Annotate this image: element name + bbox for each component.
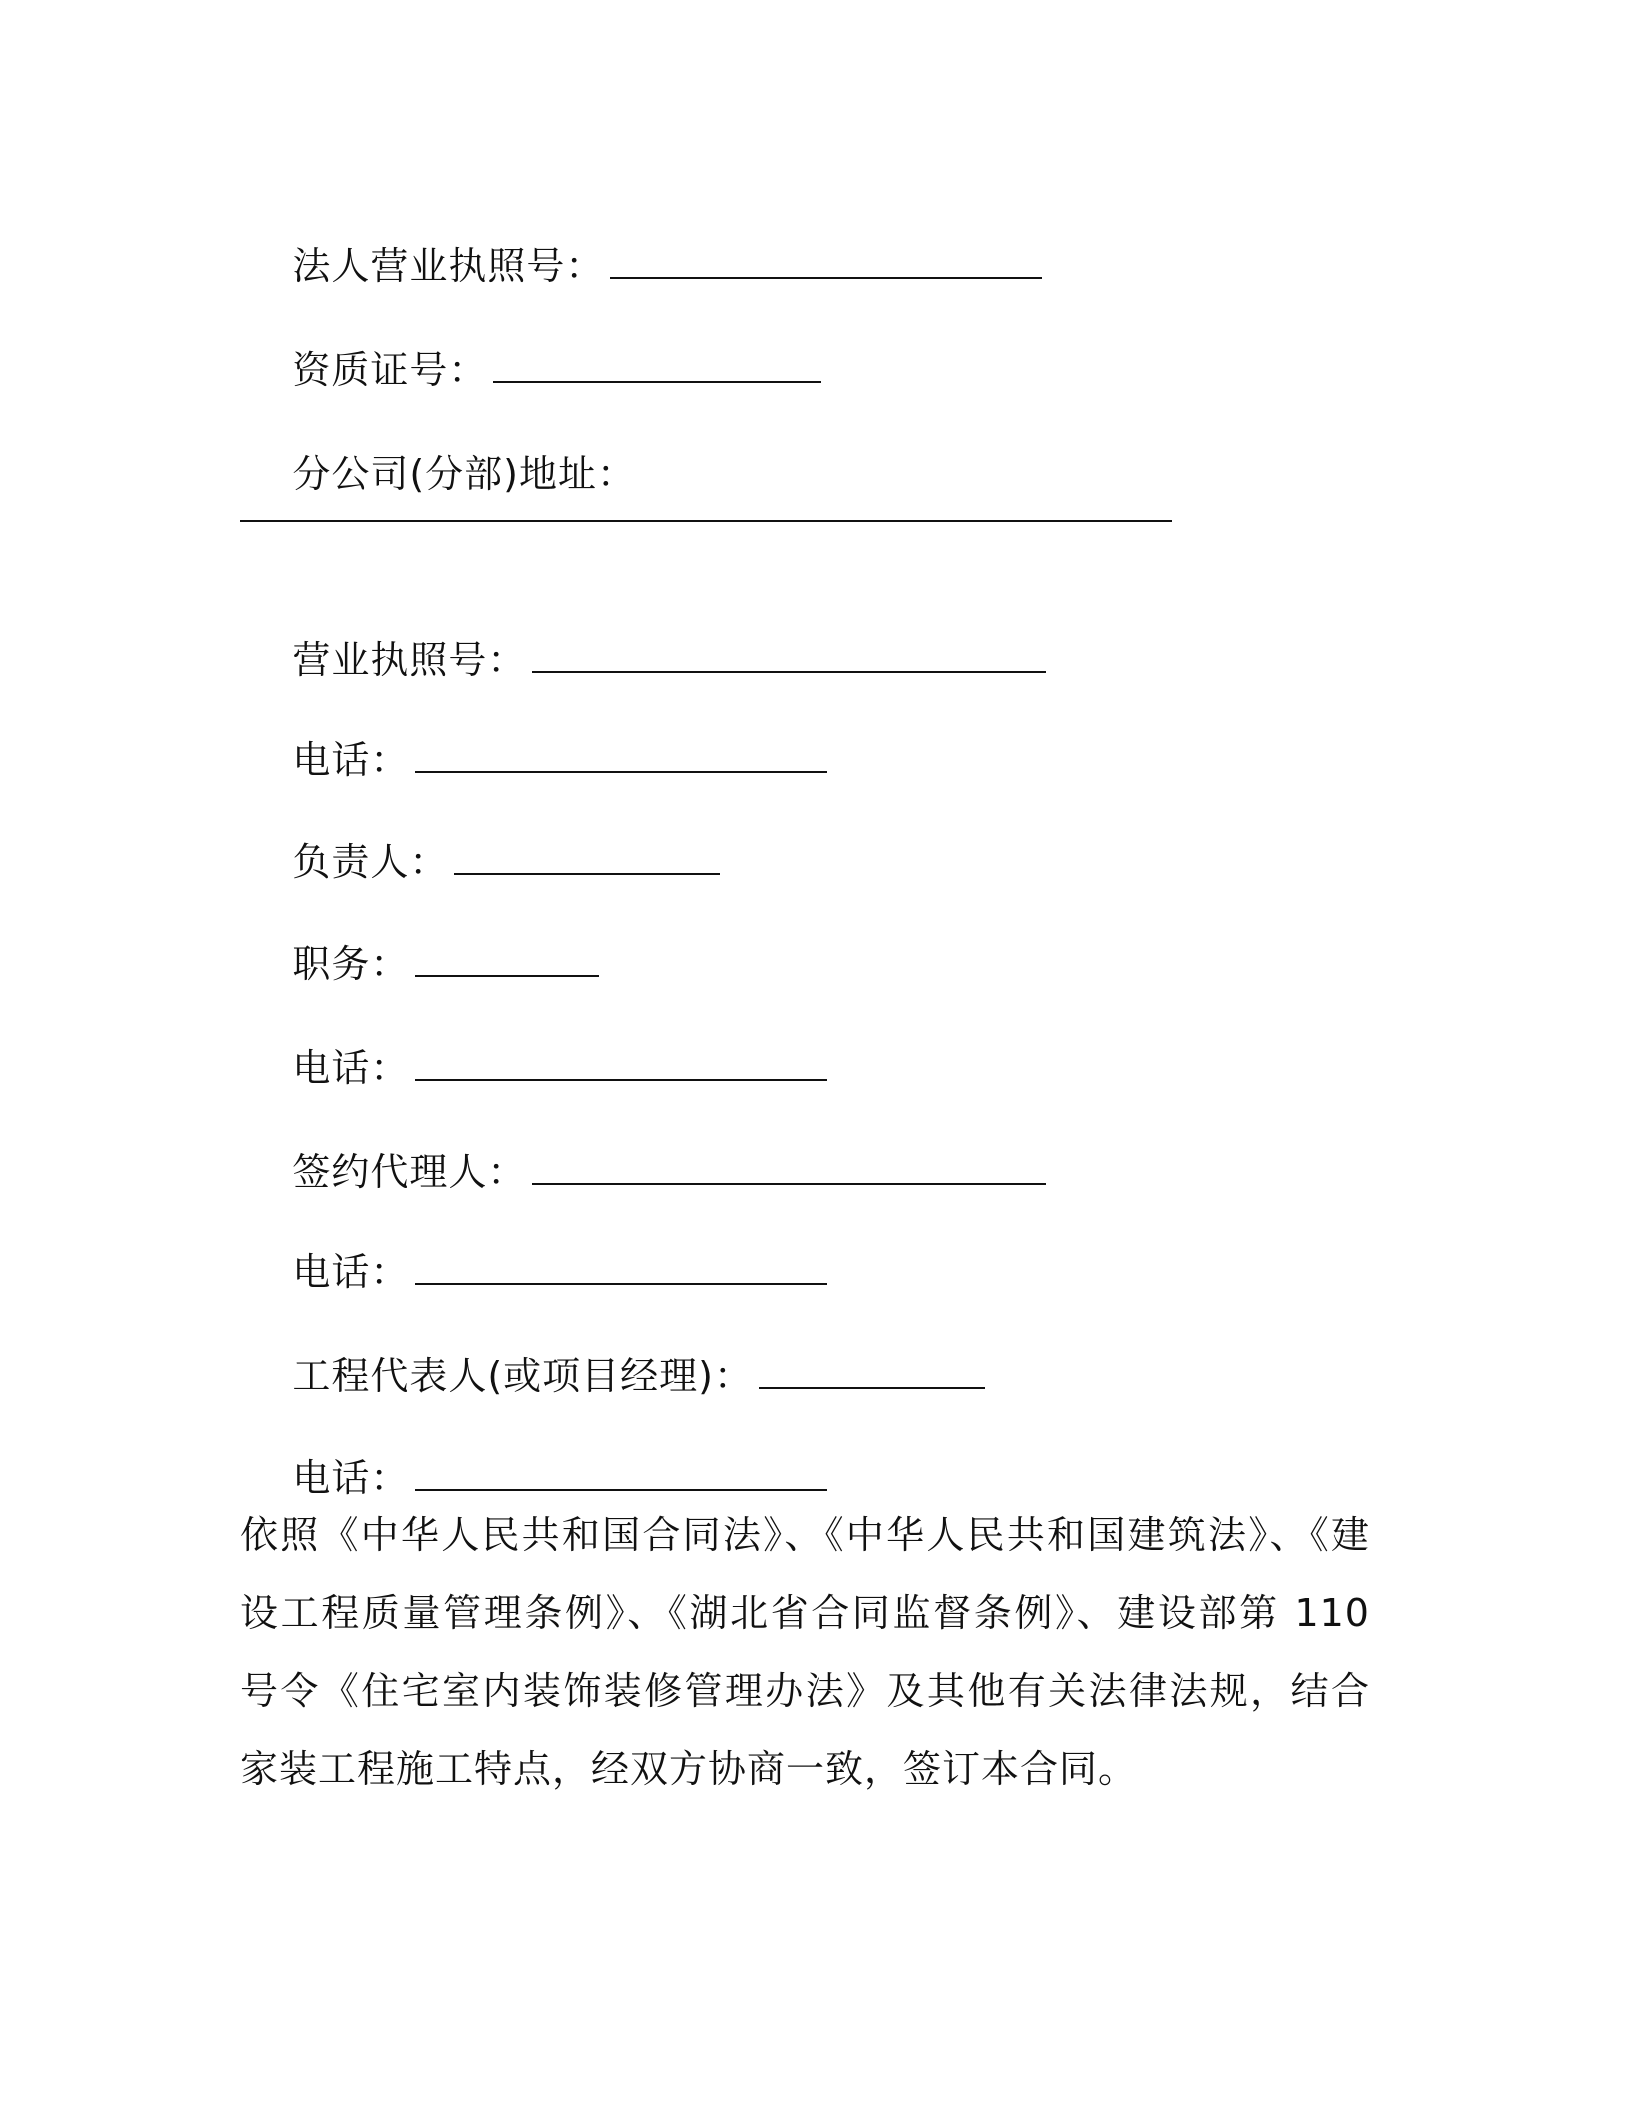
qualification-blank[interactable] xyxy=(493,347,821,383)
branch-address-row xyxy=(240,402,636,546)
phone-blank-3[interactable] xyxy=(415,1249,827,1285)
contract-basis-paragraph: 依照《中华人民共和国合同法》、《中华人民共和国建筑法》、《建设工程质量管理条例》、《湖北省合同监督条例》、建设部第 110 号令《住宅室内装饰装修管理办法》及其他有关法律法规，结合家装工程施工特点，经双方协商一致，签订本合同。 xyxy=(240,1513,1370,1791)
phone-label-1: 电话： xyxy=(292,738,410,782)
business-license-label: 营业执照号： xyxy=(292,638,527,682)
responsible-person-label: 负责人： xyxy=(292,840,449,884)
branch-address-blank[interactable] xyxy=(240,520,1172,522)
legal-license-label: 法人营业执照号： xyxy=(292,244,605,288)
qualification-label: 资质证号： xyxy=(292,348,488,392)
phone-label-4: 电话： xyxy=(292,1456,410,1500)
responsible-person-blank[interactable] xyxy=(454,839,720,875)
project-representative-label: 工程代表人(或项目经理)： xyxy=(292,1354,753,1398)
phone-blank-1[interactable] xyxy=(415,737,827,773)
phone-blank-2[interactable] xyxy=(415,1045,827,1081)
phone-blank-4[interactable] xyxy=(415,1455,827,1491)
signing-agent-blank[interactable] xyxy=(532,1149,1046,1185)
signing-agent-label: 签约代理人： xyxy=(292,1150,527,1194)
position-label: 职务： xyxy=(292,942,410,986)
branch-address-label: 分公司(分部)地址： xyxy=(292,452,636,496)
legal-license-blank[interactable] xyxy=(610,243,1042,279)
business-license-blank[interactable] xyxy=(532,637,1046,673)
phone-label-2: 电话： xyxy=(292,1046,410,1090)
project-representative-blank[interactable] xyxy=(759,1353,985,1389)
phone-label-3: 电话： xyxy=(292,1250,410,1294)
position-blank[interactable] xyxy=(415,941,599,977)
